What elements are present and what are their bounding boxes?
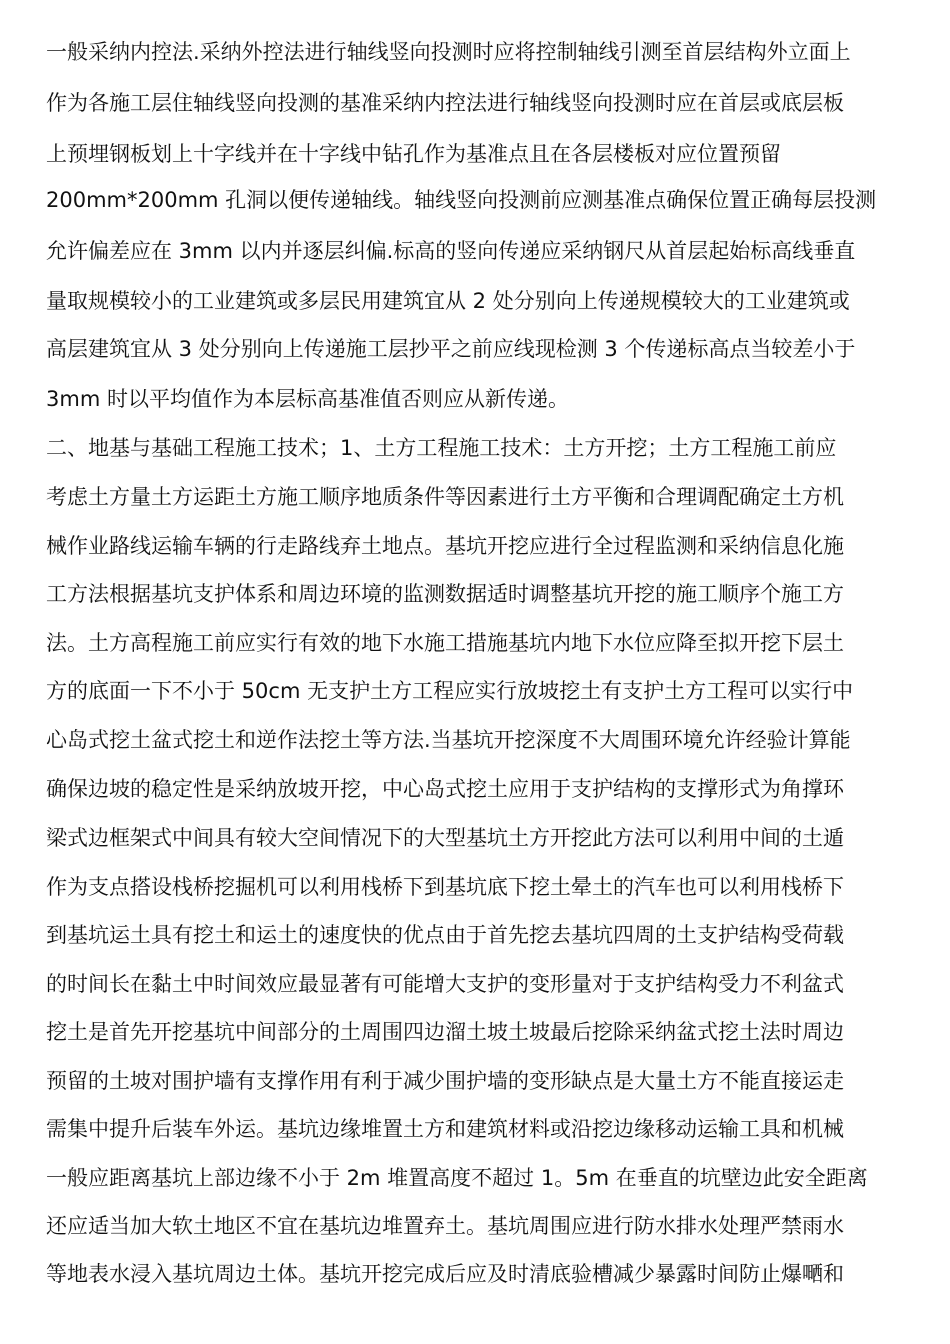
text-line: 等地表水浸入基坑周边土体。基坑开挖完成后应及时清底验槽减少暴露时间防止爆嗮和 <box>46 1262 844 1286</box>
text-line: 确保边坡的稳定性是采纳放坡开挖，中心岛式挖土应用于支护结构的支撑形式为角撑环 <box>46 777 844 801</box>
text-line: 预留的土坡对围护墙有支撑作用有利于减少围护墙的变形缺点是大量土方不能直接运走 <box>46 1069 844 1093</box>
text-line: 的时间长在黏土中时间效应最显著有可能增大支护的变形量对于支护结构受力不利盆式 <box>46 972 844 996</box>
text-line: 还应适当加大软土地区不宜在基坑边堆置弃土。基坑周围应进行防水排水处理严禁雨水 <box>46 1214 844 1238</box>
text-line: 200mm*200mm 孔洞以便传递轴线。轴线竖向投测前应测基准点确保位置正确每层投测 <box>46 188 877 212</box>
text-line: 高层建筑宜从 3 处分别向上传递施工层抄平之前应线现检测 3 个传递标高点当较差小于 <box>46 337 856 361</box>
text-line: 允许偏差应在 3mm 以内并逐层纠偏.标高的竖向传递应采纳钢尺从首层起始标高线垂直 <box>46 239 856 263</box>
text-line: 考虑土方量土方运距土方施工顺序地质条件等因素进行土方平衡和合理调配确定土方机 <box>46 485 844 509</box>
text-line: 二、地基与基础工程施工技术；1、土方工程施工技术：土方开挖；土方工程施工前应 <box>46 436 837 460</box>
text-line: 需集中提升后装车外运。基坑边缘堆置土方和建筑材料或沿挖边缘移动运输工具和机械 <box>46 1117 844 1141</box>
text-line: 心岛式挖土盆式挖土和逆作法挖土等方法.当基坑开挖深度不大周围环境允许经验计算能 <box>46 728 851 752</box>
text-line: 梁式边框架式中间具有较大空间情况下的大型基坑土方开挖此方法可以利用中间的土遁 <box>46 826 844 850</box>
text-line: 一般采纳内控法.采纳外控法进行轴线竖向投测时应将控制轴线引测至首层结构外立面上 <box>46 40 851 64</box>
text-line: 到基坑运土具有挖土和运土的速度快的优点由于首先挖去基坑四周的土支护结构受荷载 <box>46 923 844 947</box>
text-line: 工方法根据基坑支护体系和周边环境的监测数据适时调整基坑开挖的施工顺序个施工方 <box>46 582 844 606</box>
text-line: 上预埋钢板划上十字线并在十字线中钻孔作为基准点且在各层楼板对应位置预留 <box>46 142 781 166</box>
text-line: 挖土是首先开挖基坑中间部分的土周围四边溜土坡土坡最后挖除采纳盆式挖土法时周边 <box>46 1020 844 1044</box>
text-line: 法。土方高程施工前应实行有效的地下水施工措施基坑内地下水位应降至拟开挖下层土 <box>46 631 844 655</box>
text-line: 量取规模较小的工业建筑或多层民用建筑宜从 2 处分别向上传递规模较大的工业建筑或 <box>46 289 850 313</box>
text-line: 一般应距离基坑上部边缘不小于 2m 堆置高度不超过 1。5m 在垂直的坑壁边此安全距离 <box>46 1166 868 1190</box>
text-line: 3mm 时以平均值作为本层标高基准值否则应从新传递。 <box>46 387 569 411</box>
text-line: 作为支点搭设栈桥挖掘机可以利用栈桥下到基坑底下挖土晕土的汽车也可以利用栈桥下 <box>46 875 844 899</box>
text-line: 械作业路线运输车辆的行走路线弃土地点。基坑开挖应进行全过程监测和采纳信息化施 <box>46 534 844 558</box>
text-line: 方的底面一下不小于 50cm 无支护土方工程应实行放坡挖土有支护土方工程可以实行中 <box>46 679 854 703</box>
text-line: 作为各施工层住轴线竖向投测的基准采纳内控法进行轴线竖向投测时应在首层或底层板 <box>46 91 844 115</box>
